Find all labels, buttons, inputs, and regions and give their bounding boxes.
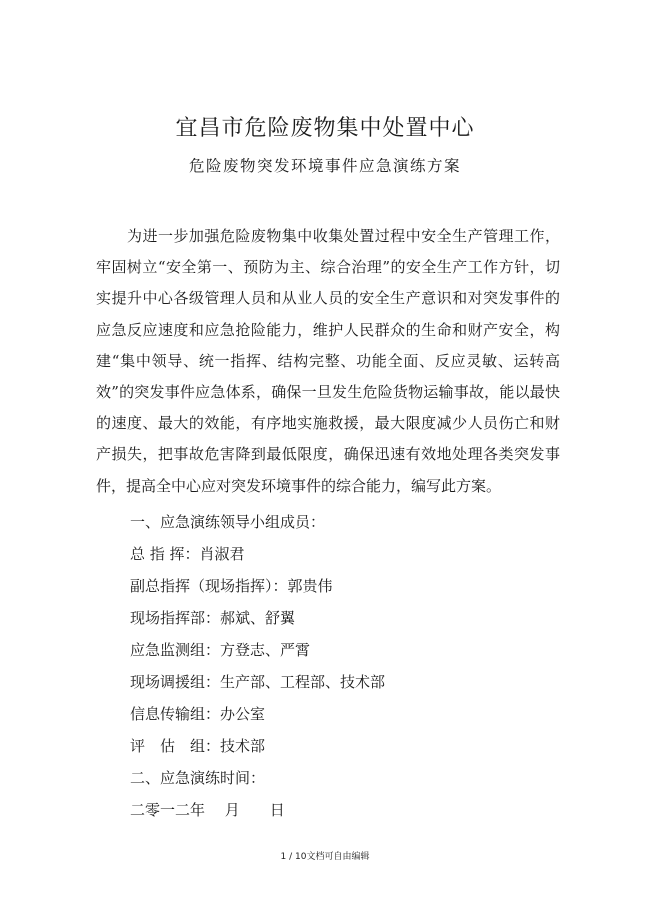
- member-line-monitoring-group: 应急监测组：方登志、严霄: [130, 641, 311, 659]
- drill-date-line: 二零一二年 月 日: [130, 801, 285, 819]
- member-line-assessment-group: 评 估 组：技术部: [130, 737, 266, 755]
- member-line-deputy-commander: 副总指挥（现场指挥）：郭贵伟: [130, 577, 333, 595]
- member-line-commander: 总 指 挥：肖淑君: [130, 545, 245, 563]
- member-line-field-command: 现场指挥部：郝斌、舒翼: [130, 609, 296, 627]
- section-heading-leadership: 一、应急演练领导小组成员：: [130, 513, 326, 531]
- page-footer: 1 / 10文档可自由编辑: [280, 852, 370, 862]
- intro-paragraph: 为进一步加强危险废物集中收集处置过程中安全生产管理工作，牢固树立“安全第一、预防为主、综合治理”的安全生产工作方针，切实提升中心各级管理人员和从业人员的安全生产意识和对突发事件的应急反应速度和应急抢险能力，维护人民群众的生命和财产安全，构建“集中领导、统一指挥、结构完整、功能全面、反应灵敏、运转高效”的突发事件应急体系，确保一旦发生危险货物运输事故，能以最快的速度、最大的效能，有序地实施救援，最大限度减少人员伤亡和财产损失，把事故危害降到最低限度，确保迅速有效地处理各类突发事件，提高全中心应对突发环境事件的综合能力，编写此方案。: [96, 227, 560, 495]
- section-heading-drill-time: 二、应急演练时间：: [130, 769, 266, 787]
- member-line-rescue-group: 现场调援组：生产部、工程部、技术部: [130, 673, 386, 691]
- document-title: 宜昌市危险废物集中处置中心: [175, 116, 475, 141]
- member-line-info-group: 信息传输组：办公室: [130, 705, 266, 723]
- document-subtitle: 危险废物突发环境事件应急演练方案: [188, 157, 461, 175]
